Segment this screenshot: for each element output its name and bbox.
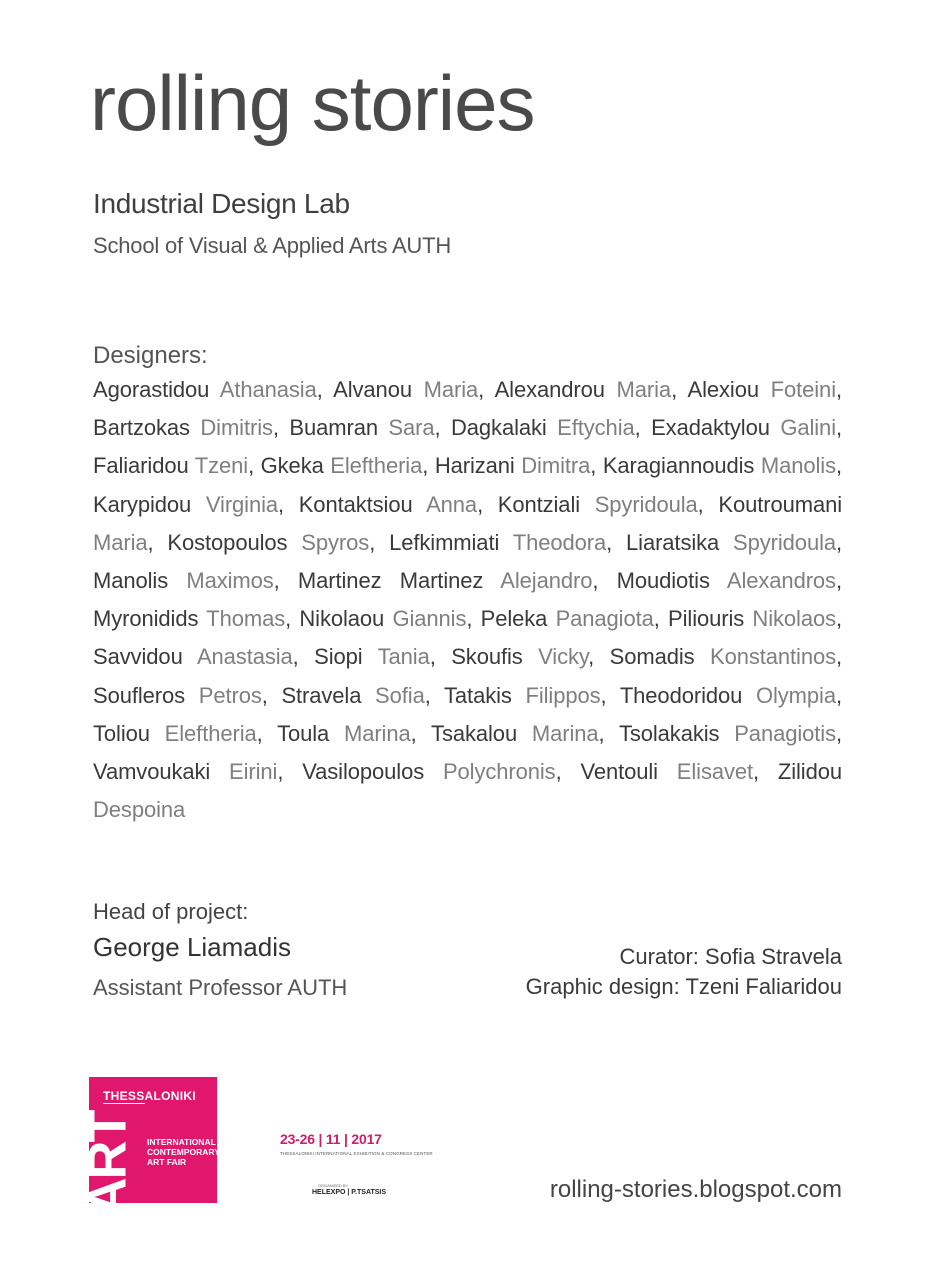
designer-name: Kontziali Spyridoula	[497, 491, 698, 517]
fair-description: INTERNATIONAL CONTEMPORARY ART FAIR	[147, 1137, 220, 1167]
fair-dates: 23-26 | 11 | 2017	[280, 1131, 382, 1147]
designer-name: Bartzokas Dimitris	[93, 415, 273, 441]
designer-name: Kontaktsiou Anna	[298, 491, 478, 517]
designer-name: Ventouli Elisavet	[580, 759, 754, 785]
designer-name: Lefkimmiati Theodora	[389, 529, 607, 555]
designer-name: Piliouris Nikolaos	[668, 606, 836, 632]
organizers-logo: HELEXPO | P.TSATSIS	[312, 1189, 387, 1196]
designer-name: Vasilopoulos Polychronis	[302, 759, 556, 785]
designer-name: Soufleros Petros	[93, 682, 262, 708]
designer-name: Peleka Panagiota	[480, 606, 654, 632]
designer-name: Buamran Sara	[289, 415, 435, 441]
designer-name: Tsolakakis Panagiotis	[618, 720, 836, 746]
designer-name: Koutroumani Maria	[93, 491, 843, 555]
curator-credit: Curator: Sofia Stravela	[619, 944, 842, 969]
fair-art-wordmark: ART	[77, 1111, 138, 1217]
graphic-design-credit: Graphic design: Tzeni Faliaridou	[525, 974, 842, 999]
designer-name: Karagiannoudis Manolis	[602, 453, 836, 479]
designer-name: Toula Marina	[277, 720, 411, 746]
website-url[interactable]: rolling-stories.blogspot.com	[549, 1176, 842, 1203]
designer-name: Toliou Eleftheria	[93, 720, 257, 746]
designer-name: Myronidids Thomas	[93, 606, 286, 632]
designer-name: Liaratsika Spyridoula	[626, 529, 837, 555]
designers-list: Agorastidou Athanasia, Alvanou Maria, Alexandrou Maria, Alexiou Foteini, Bartzokas Dimitris, Buamran Sara, Dagkalaki Eftychia, Exadaktylou Galini, Faliaridou Tzeni, Gkeka Eleftheria, Harizani Dimitra, Karagiannoudis Manolis, Karypidou Virginia, Kontaktsiou Anna, Kontziali Spyridoula, Koutroumani Maria, Kostopoulos Spyros, Lefkimmiati Theodora, Liaratsika Spyridoula, Manolis Maximos, Martinez Martinez Alejandro, Moudiotis Alexandros, Myronidids Thomas, Nikolaou Giannis, Peleka Panagiota, Piliouris Nikolaos, Savvidou Anastasia, Siopi Tania, Skoufis Vicky, Somadis Konstantinos, Soufleros Petros, Stravela Sofia, Tatakis Filippos, Theodoridou Olympia, Toliou Eleftheria, Toula Marina, Tsakalou Marina, Tsolakakis Panagiotis, Vamvoukaki Eirini, Vasilopoulos Polychronis, Ventouli Elisavet, Zilidou Despoina	[93, 377, 843, 823]
logo-text: rolling stories	[90, 59, 535, 147]
designer-name: Kostopoulos Spyros	[167, 529, 370, 555]
designer-name: Exadaktylou Galini	[651, 415, 836, 441]
organized-by-label: ORGANIZED BY	[318, 1183, 349, 1188]
designer-name: Dagkalaki Eftychia	[450, 415, 635, 441]
designers-heading: Designers:	[93, 342, 208, 369]
designer-name: Alvanou Maria	[333, 377, 479, 402]
school-name: School of Visual & Applied Arts AUTH	[93, 233, 452, 258]
head-of-project-role: Assistant Professor AUTH	[93, 975, 348, 1000]
designer-name: Somadis Konstantinos	[609, 644, 837, 670]
designer-name: Alexiou Foteini	[687, 377, 836, 402]
designer-name: Savvidou Anastasia	[93, 644, 293, 670]
designer-name: Harizani Dimitra	[434, 453, 591, 479]
designer-name: Faliaridou Tzeni	[93, 453, 249, 479]
designer-name: Theodoridou Olympia	[619, 682, 836, 708]
rolling-stories-logo	[90, 58, 535, 153]
art-thessaloniki-logo	[77, 1077, 220, 1217]
fair-city-name: THESSALONIKI	[103, 1089, 196, 1103]
head-of-project-label: Head of project:	[93, 899, 249, 924]
fair-venue: THESSALONIKI INTERNATIONAL EXHIBITION & CONGRESS CENTER	[280, 1151, 433, 1156]
designer-name: Nikolaou Giannis	[299, 606, 467, 632]
lab-title: Industrial Design Lab	[93, 188, 350, 219]
designer-name: Martinez Martinez Alejandro	[297, 568, 593, 594]
designer-name: Siopi Tania	[314, 644, 430, 670]
designer-name: Vamvoukaki Eirini	[93, 759, 278, 785]
designer-name: Tsakalou Marina	[431, 720, 599, 746]
designer-name: Moudiotis Alexandros	[616, 568, 836, 594]
designer-name: Tatakis Filippos	[444, 682, 601, 708]
head-of-project-name: George Liamadis	[93, 932, 291, 962]
designer-name: Zilidou Despoina	[93, 759, 842, 823]
designer-name: Skoufis Vicky	[451, 644, 589, 670]
designer-name: Gkeka Eleftheria	[260, 453, 423, 479]
designer-name: Manolis Maximos	[93, 568, 274, 594]
designer-name: Agorastidou Athanasia	[93, 377, 317, 402]
designer-name: Alexandrou Maria	[494, 377, 672, 402]
designer-name: Karypidou Virginia	[93, 491, 279, 517]
designer-name: Stravela Sofia	[281, 682, 425, 708]
credits	[526, 942, 842, 1002]
